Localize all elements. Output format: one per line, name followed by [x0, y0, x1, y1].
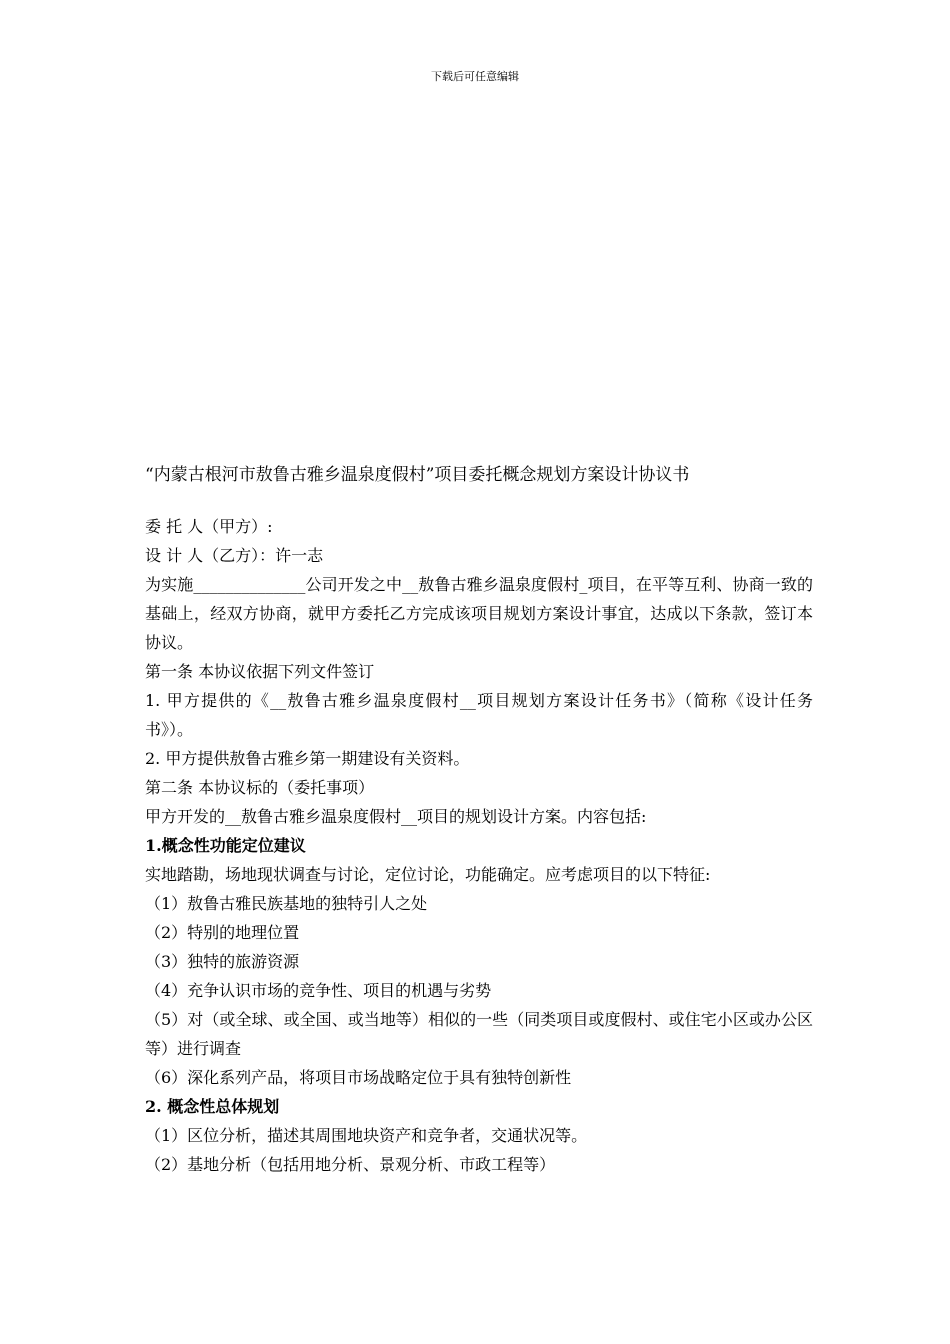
feature-item-6: （6）深化系列产品，将项目市场战略定位于具有独特创新性	[145, 1068, 572, 1087]
feature-item-4: （4）充争认识市场的竞争性、项目的机遇与劣势	[145, 981, 492, 1000]
planning-item-1: （1）区位分析，描述其周围地块资产和竞争者，交通状况等。	[145, 1126, 588, 1145]
feature-item-5: （5）对（或全球、或全国、或当地等）相似的一些（同类项目或度假村、或住宅小区或办公区等）进行调查	[145, 1010, 813, 1058]
designer-line: 设 计 人（乙方）：许一志	[145, 546, 324, 565]
section-2-heading: 2. 概念性总体规划	[145, 1097, 280, 1116]
feature-item-1: （1）敖鲁古雅民族基地的独特引人之处	[145, 894, 428, 913]
client-line: 委 托 人（甲方）:	[145, 517, 273, 536]
article-two-intro: 甲方开发的__敖鲁古雅乡温泉度假村__项目的规划设计方案。内容包括:	[145, 807, 647, 826]
article-one-item-2: 2. 甲方提供敖鲁古雅乡第一期建设有关资料。	[145, 749, 470, 768]
document-body	[145, 512, 813, 1179]
section-1-heading: 1.概念性功能定位建议	[145, 836, 306, 855]
article-two-heading: 第二条 本协议标的（委托事项）	[145, 778, 375, 797]
planning-item-2: （2）基地分析（包括用地分析、景观分析、市政工程等）	[145, 1155, 556, 1174]
page-header-note: 下载后可任意编辑	[431, 70, 519, 83]
document-title: “内蒙古根河市敖鲁古雅乡温泉度假村”项目委托概念规划方案设计协议书	[145, 465, 690, 485]
section-1-paragraph: 实地踏勘，场地现状调查与讨论，定位讨论，功能确定。应考虑项目的以下特征:	[145, 865, 711, 884]
preamble-paragraph: 为实施______________公司开发之中__敖鲁古雅乡温泉度假村_项目，在平等互利、协商一致的基础上，经双方协商，就甲方委托乙方完成该项目规划方案设计事宜，达成以下条款，签订本协议。	[145, 575, 813, 652]
feature-item-2: （2）特别的地理位置	[145, 923, 300, 942]
feature-item-3: （3）独特的旅游资源	[145, 952, 300, 971]
article-one-heading: 第一条 本协议依据下列文件签订	[145, 662, 375, 681]
article-one-item-1: 1. 甲方提供的《__敖鲁古雅乡温泉度假村__项目规划方案设计任务书》（简称《设计任务书》）。	[145, 691, 813, 739]
